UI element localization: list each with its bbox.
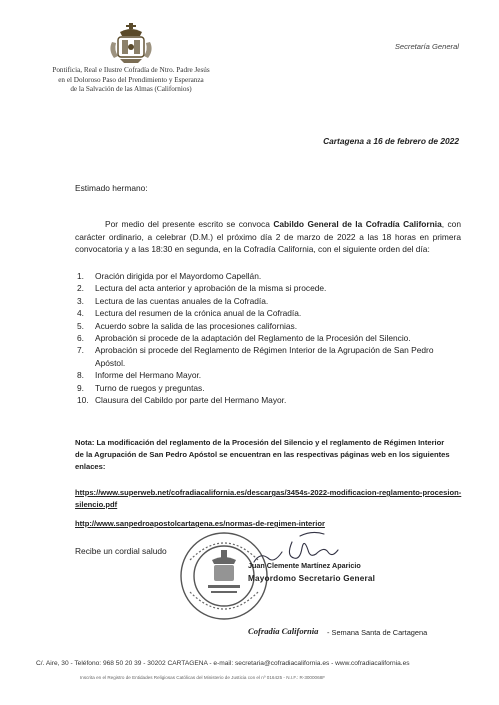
agenda-item [75, 382, 455, 394]
agenda-text: Aprobación si procede de la adaptación del Reglamento de la Procesión del Silencio. [95, 333, 411, 344]
organization-name [30, 66, 232, 95]
agenda-number: 1. [77, 271, 84, 281]
agenda-item [75, 369, 455, 381]
agenda-item [75, 394, 455, 406]
intro-text: Por medio del presente escrito se convoca [105, 219, 274, 229]
organization-line: en el Doloroso Paso del Prendimiento y Esperanza [58, 75, 204, 84]
footer-address: C/. Aire, 30 - Teléfono: 968 50 20 39 - 30202 CARTAGENA - e-mail: secretaria@cofradiacalifornia.es - www.cofradiacalifornia.es [36, 660, 410, 667]
agenda-item [75, 270, 455, 282]
agenda-text: Informe del Hermano Mayor. [95, 370, 202, 381]
signer-name: Juan Clemente Martínez Aparicio [248, 561, 361, 570]
organization-line: Pontificia, Real e Ilustre Cofradía de Ntro. Padre Jesús [52, 66, 210, 74]
note-paragraph: Nota: La modificación del reglamento de la Procesión del Silencio y el reglamento de Régimen Interior de la Agrupación de San Pedro Apóstol se encuentran en las respectivas páginas web en los siguientes enlaces: [75, 438, 450, 471]
agenda-item [75, 344, 455, 369]
agenda-text: Turno de ruegos y preguntas. [95, 382, 205, 393]
agenda-number: 2. [77, 283, 84, 294]
letter-date: Cartagena a 16 de febrero de 2022 [323, 136, 459, 146]
organization-line: de la Salvación de las Almas (Californios) [70, 85, 192, 94]
agenda-number: 5. [77, 320, 84, 331]
intro-paragraph [75, 218, 461, 256]
agenda-text: Acuerdo sobre la salida de las procesiones californias. [95, 320, 298, 331]
closing-salutation: Recibe un cordial saludo [75, 546, 167, 556]
internal-rules-link[interactable]: http://www.sanpedroapostolcartagena.es/normas-de-regimen-interior [75, 519, 325, 528]
regulation-pdf-link[interactable]: https://www.superweb.net/cofradiacalifornia.es/descargas/3454s-2022-modificacion-reglamento-procesion-silencio.pdf [75, 488, 462, 509]
agenda-item [75, 295, 455, 307]
agenda-text: Clausura del Cabildo por parte del Hermano Mayor. [95, 395, 287, 406]
agenda-list [75, 270, 455, 406]
agenda-text: Lectura del resumen de la crónica anual de la Cofradía. [95, 308, 302, 319]
agenda-text: Lectura de las cuentas anuales de la Cofradía. [95, 295, 269, 306]
agenda-item [75, 282, 455, 294]
agenda-text: Lectura del acta anterior y aprobación de la misma si procede. [95, 283, 327, 294]
intro-bold-text: Cabildo General de la Cofradía California [273, 219, 442, 229]
signer-title: Mayordomo Secretario General [248, 574, 376, 583]
brand-subtitle: - Semana Santa de Cartagena [327, 628, 428, 637]
agenda-number: 7. [77, 345, 84, 356]
greeting: Estimado hermano: [75, 183, 148, 193]
agenda-item [75, 307, 455, 319]
agenda-number: 10. [77, 395, 89, 406]
intro-text: , con carácter ordinario, a celebrar (D.M.) el próximo día 2 de marzo de 2022 a las 18 horas en primera convocatoria y a las 18:30 en segunda, en la Cofradía California, con el siguiente orden del día: [75, 219, 461, 254]
footer-registry: Inscrita en el Registro de Entidades Religiosas Católicas del Ministerio de Justicia con el nº 016425 - N.I.F.: R-3000068F [80, 675, 326, 680]
agenda-item [75, 320, 455, 332]
agenda-text: Oración dirigida por el Mayordomo Capellán. [95, 271, 262, 281]
agenda-number: 3. [77, 295, 84, 306]
agenda-number: 8. [77, 370, 84, 381]
agenda-item [75, 332, 455, 344]
agenda-number: 9. [77, 382, 84, 393]
agenda-text: Aprobación si procede del Reglamento de Régimen Interior de la Agrupación de San Pedro Apóstol. [95, 345, 434, 368]
department-label: Secretaría General [394, 42, 459, 51]
crest-icon [108, 22, 154, 64]
agenda-number: 6. [77, 333, 84, 344]
agenda-number: 4. [77, 308, 84, 319]
brand-name: Cofradía California [248, 626, 319, 636]
